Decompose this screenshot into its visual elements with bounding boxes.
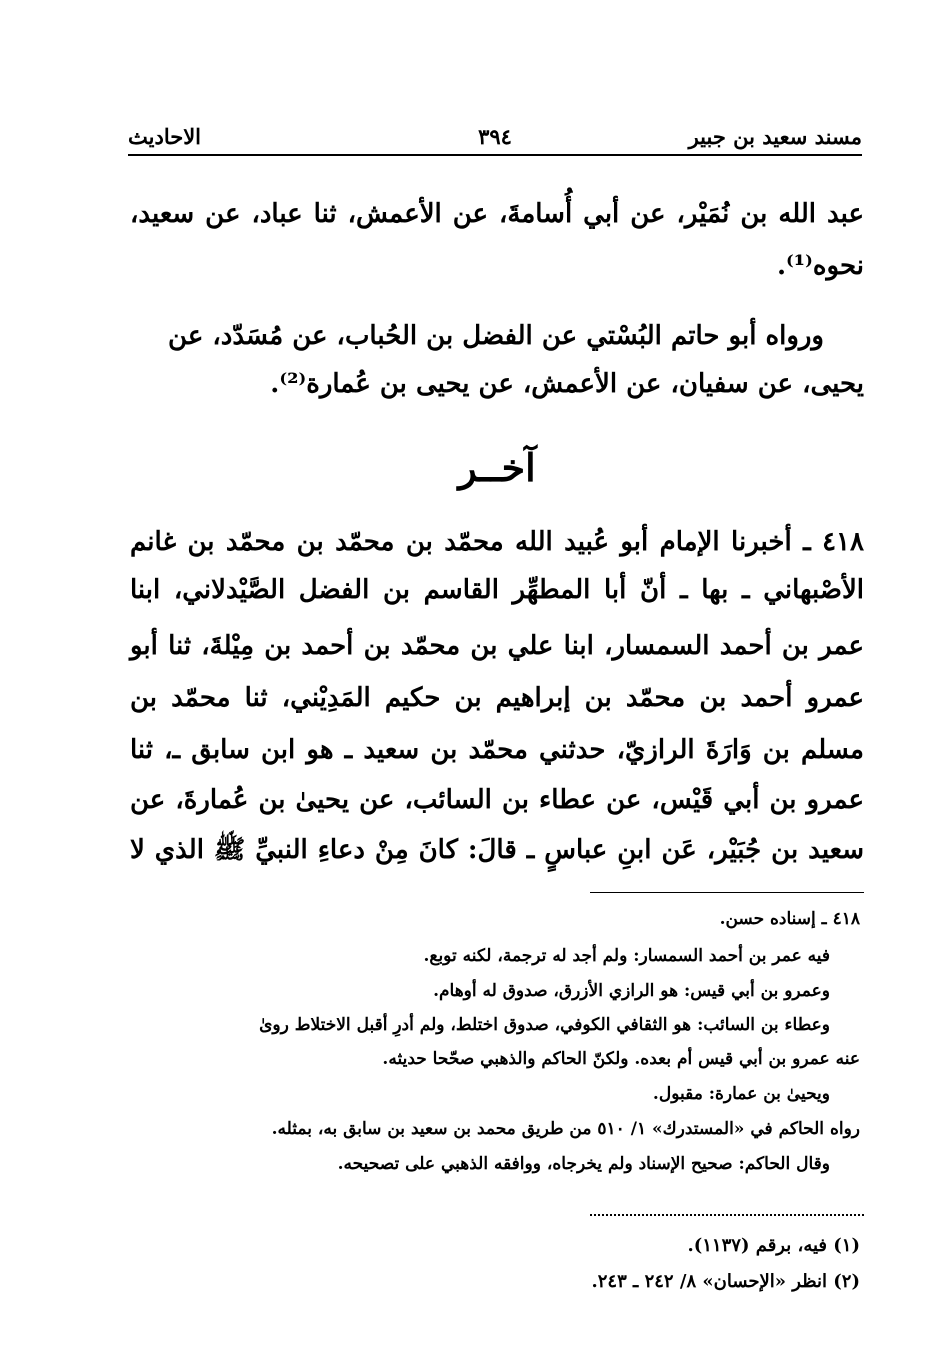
footnote-bottom: (١) فيه، برقم (١١٣٧). (687, 1235, 860, 1256)
paragraph-line: ورواه أبو حاتم البُسْتي عن الفضل بن الحُباب، عن مُسَدّد، عن (168, 321, 824, 351)
hadith-line: عمرو بن أبي قَيْس، عن عطاء بن السائب، عن يحيىٰ بن عُمارةَ، عن (130, 785, 864, 815)
footnote-line: رواه الحاكم في «المستدرك» ١/ ٥١٠ من طريق محمد بن سعيد بن سابق به، بمثله. (271, 1119, 860, 1139)
footnote-line: ٤١٨ ـ إسناده حسن. (719, 909, 860, 929)
book-title: مسند سعيد بن جبير (688, 124, 862, 149)
footnote-line: ويحيىٰ بن عمارة: مقبول. (652, 1084, 830, 1104)
hadith-line: الأصْبهاني ـ بها ـ أنّ أبا المطهِّر القاسم بن الفضل الصَّيْدلاني، ابنا (130, 575, 864, 605)
page-number: ٣٩٤ (478, 124, 512, 149)
section-title: آخــر (458, 445, 536, 490)
footnote-line: وعمرو بن أبي قيس: هو الرازي الأزرق، صدوق له أوهام. (433, 981, 830, 1001)
hadith-line: سعيد بن جُبَيْر، عَن ابنِ عباسٍ ـ قالَ: كانَ مِنْ دعاءِ النبيِّ ﷺ الذي لا (130, 835, 864, 865)
hadith-line: عمرو أحمد بن محمّد بن إبراهيم بن حكيم المَدِيْني، ثنا محمّد بن (130, 683, 864, 713)
hadith-line: ٤١٨ ـ أخبرنا الإمام أبو عُبيد الله محمّد بن محمّد بن محمّد بن غانم (130, 527, 864, 557)
footnote-separator (590, 892, 864, 893)
section-name: الاحاديث (128, 124, 202, 149)
paragraph-line: عبد الله بن نُمَيْر، عن أبي أُسامةَ، عن الأعمش، ثنا عباد، عن سعيد، (130, 199, 864, 229)
paragraph-line: نحوه⁽¹⁾. (776, 251, 864, 281)
hadith-line: عمر بن أحمد السمسار، ابنا علي بن محمّد بن أحمد بن مِيْلةَ، ثنا أبو (130, 631, 864, 661)
footnotes-divider (590, 1214, 864, 1216)
paragraph-line: يحيى، عن سفيان، عن الأعمش، عن يحيى بن عُمارة⁽²⁾. (270, 369, 864, 399)
footnote-line: وعطاء بن السائب: هو الثقافي الكوفي، صدوق اختلط، ولم أدرِ أقبل الاختلاط روىٰ (259, 1015, 830, 1035)
footnote-line: وقال الحاكم: صحيح الإسناد ولم يخرجاه، ووافقه الذهبي على تصحيحه. (337, 1154, 830, 1174)
footnote-line: عنه عمرو بن أبي قيس أم بعده. ولكنّ الحاكم والذهبي صحّحا حديثه. (382, 1049, 860, 1069)
hadith-line: مسلم بن وَارَةَ الرازيّ، حدثني محمّد بن سعيد ـ هو ابن سابق ـ، ثنا (130, 735, 864, 765)
footnote-line: فيه عمر بن أحمد السمسار: ولم أجد له ترجمة، لكنه توبع. (423, 946, 830, 966)
footnote-bottom: (٢) انظر «الإحسان» ٨/ ٢٤٢ ـ ٢٤٣. (591, 1271, 860, 1292)
